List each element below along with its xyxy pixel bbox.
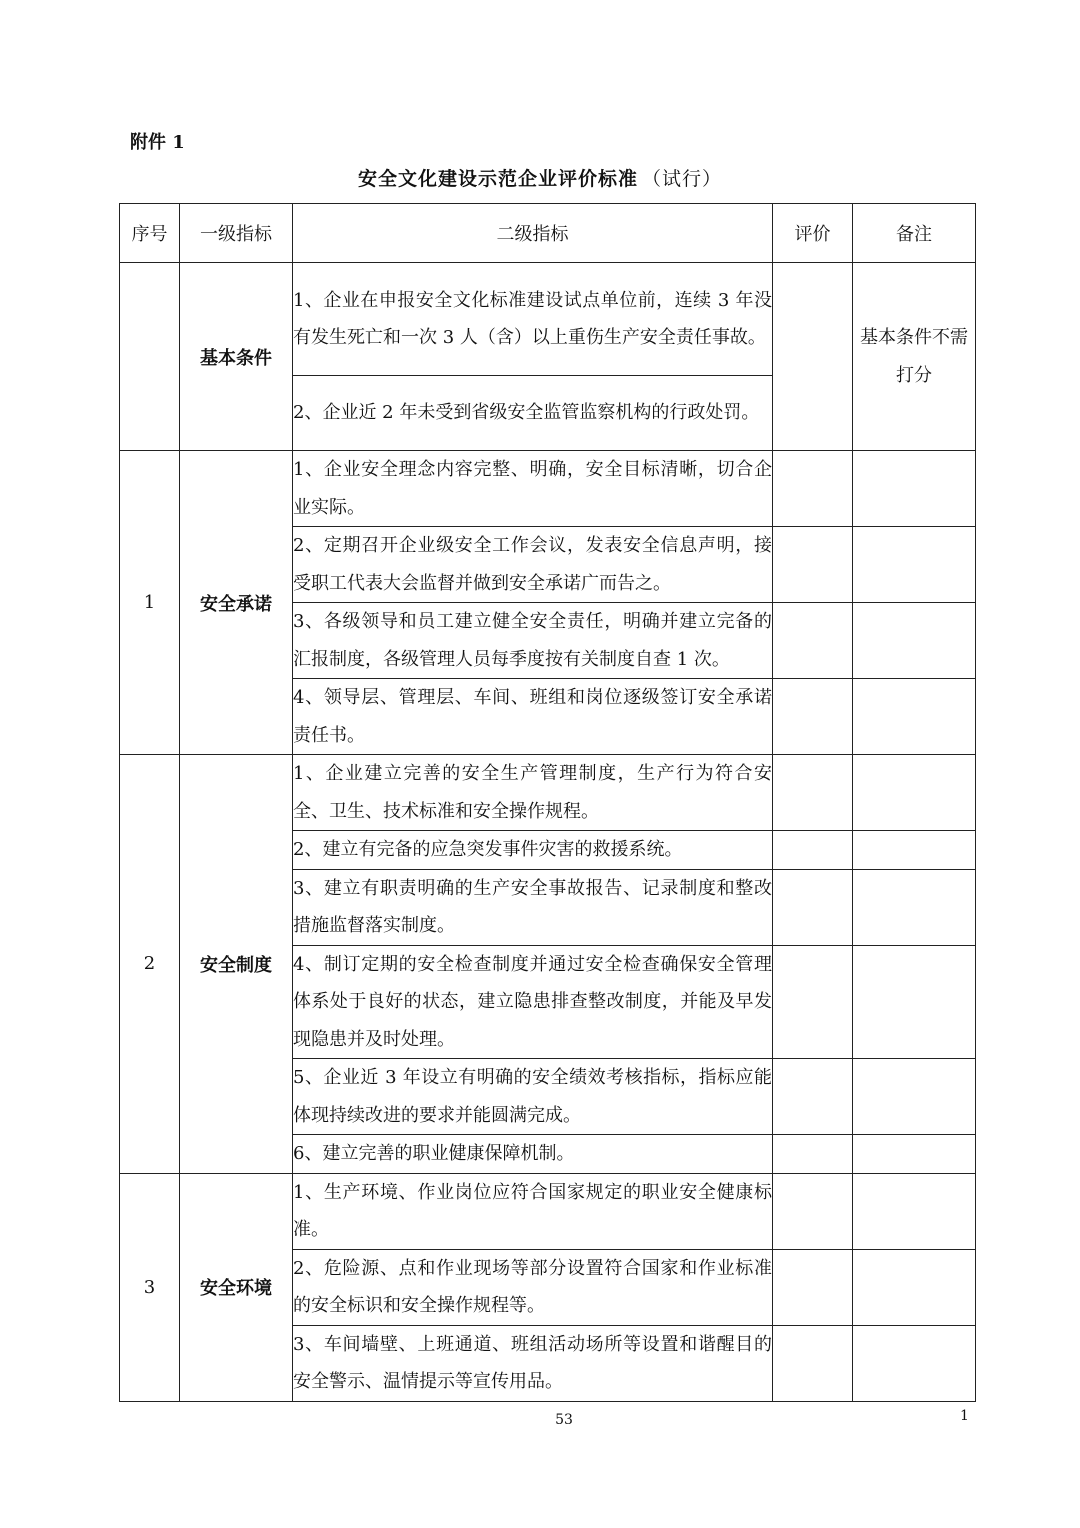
evaluation-cell <box>773 1059 853 1135</box>
level2-cell: 1、企业安全理念内容完整、明确，安全目标清晰，切合企业实际。 <box>293 451 773 527</box>
remarks-cell <box>853 1325 976 1401</box>
evaluation-cell <box>773 869 853 945</box>
evaluation-cell <box>773 527 853 603</box>
remarks-cell <box>853 831 976 870</box>
remarks-cell <box>853 869 976 945</box>
corner-page-number: 1 <box>960 1408 969 1424</box>
evaluation-cell <box>773 1135 853 1174</box>
remarks-cell <box>853 603 976 679</box>
header-level2: 二级指标 <box>293 204 773 263</box>
header-seq: 序号 <box>120 204 180 263</box>
title-sub: （试行） <box>642 168 723 190</box>
level1-cell: 安全制度 <box>180 755 293 1174</box>
evaluation-cell <box>773 755 853 831</box>
document-title <box>0 164 1080 191</box>
seq-cell <box>120 263 180 451</box>
level1-cell: 安全环境 <box>180 1173 293 1401</box>
criteria-table <box>119 203 976 1402</box>
level2-cell: 4、领导层、管理层、车间、班组和岗位逐级签订安全承诺责任书。 <box>293 679 773 755</box>
remarks-cell <box>853 1173 976 1249</box>
title-main: 安全文化建设示范企业评价标准 <box>357 168 638 190</box>
remarks-cell <box>853 1135 976 1174</box>
header-level1: 一级指标 <box>180 204 293 263</box>
evaluation-cell <box>773 679 853 755</box>
level1-cell: 安全承诺 <box>180 451 293 755</box>
evaluation-cell <box>773 1173 853 1249</box>
level2-cell: 2、企业近 2 年未受到省级安全监管监察机构的行政处罚。 <box>293 376 773 451</box>
seq-cell: 2 <box>120 755 180 1174</box>
level1-cell: 基本条件 <box>180 263 293 451</box>
table-header-row <box>120 204 976 263</box>
evaluation-cell <box>773 263 853 451</box>
level2-cell: 3、各级领导和员工建立健全安全责任，明确并建立完备的汇报制度，各级管理人员每季度按有关制度自查 1 次。 <box>293 603 773 679</box>
evaluation-cell <box>773 945 853 1059</box>
level2-cell: 3、车间墙壁、上班通道、班组活动场所等设置和谐醒目的安全警示、温情提示等宣传用品。 <box>293 1325 773 1401</box>
remarks-cell <box>853 1059 976 1135</box>
evaluation-cell <box>773 1249 853 1325</box>
remarks-cell <box>853 755 976 831</box>
level2-cell: 6、建立完善的职业健康保障机制。 <box>293 1135 773 1174</box>
seq-cell: 3 <box>120 1173 180 1401</box>
level2-cell: 2、定期召开企业级安全工作会议，发表安全信息声明，接受职工代表大会监督并做到安全承诺广而告之。 <box>293 527 773 603</box>
remarks-cell: 基本条件不需打分 <box>853 263 976 451</box>
remarks-cell <box>853 1249 976 1325</box>
table-row <box>120 755 976 831</box>
level2-cell: 3、建立有职责明确的生产安全事故报告、记录制度和整改措施监督落实制度。 <box>293 869 773 945</box>
table-row <box>120 451 976 527</box>
evaluation-cell <box>773 831 853 870</box>
table-row <box>120 1173 976 1249</box>
header-evaluation: 评价 <box>773 204 853 263</box>
page-number: 53 <box>555 1412 573 1428</box>
remarks-cell <box>853 945 976 1059</box>
level2-cell: 1、生产环境、作业岗位应符合国家规定的职业安全健康标准。 <box>293 1173 773 1249</box>
remarks-cell <box>853 679 976 755</box>
level2-cell: 2、危险源、点和作业现场等部分设置符合国家和作业标准的安全标识和安全操作规程等。 <box>293 1249 773 1325</box>
attachment-label: 附件 1 <box>130 132 185 153</box>
evaluation-cell <box>773 451 853 527</box>
remarks-cell <box>853 451 976 527</box>
level2-cell: 1、企业建立完善的安全生产管理制度，生产行为符合安全、卫生、技术标准和安全操作规程。 <box>293 755 773 831</box>
level2-cell: 2、建立有完备的应急突发事件灾害的救援系统。 <box>293 831 773 870</box>
evaluation-cell <box>773 1325 853 1401</box>
seq-cell: 1 <box>120 451 180 755</box>
level2-cell: 5、企业近 3 年设立有明确的安全绩效考核指标，指标应能体现持续改进的要求并能圆满完成。 <box>293 1059 773 1135</box>
evaluation-cell <box>773 603 853 679</box>
level2-cell: 4、制订定期的安全检查制度并通过安全检查确保安全管理体系处于良好的状态，建立隐患排查整改制度，并能及早发现隐患并及时处理。 <box>293 945 773 1059</box>
table-row <box>120 263 976 376</box>
header-remarks: 备注 <box>853 204 976 263</box>
level2-cell: 1、企业在申报安全文化标准建设试点单位前，连续 3 年没有发生死亡和一次 3 人（含）以上重伤生产安全责任事故。 <box>293 263 773 376</box>
remarks-cell <box>853 527 976 603</box>
